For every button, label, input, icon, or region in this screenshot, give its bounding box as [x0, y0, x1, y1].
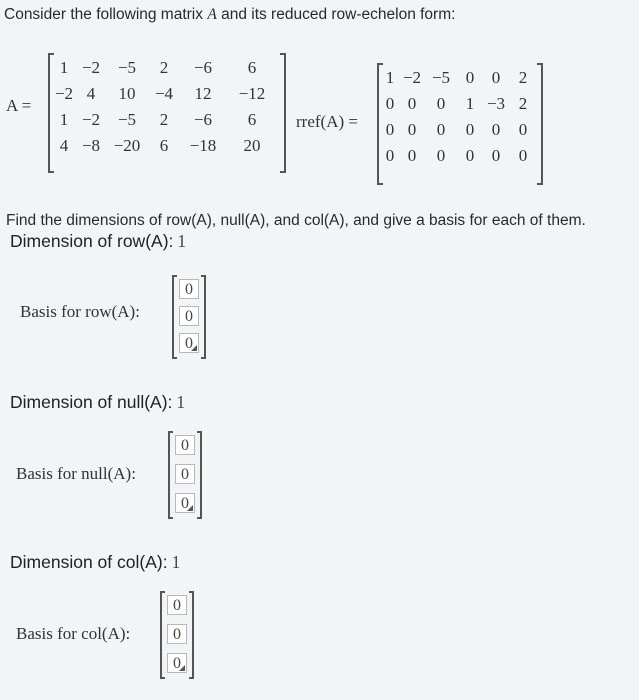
- null-basis-entry-1[interactable]: 0: [175, 435, 195, 455]
- matrix-a-entry: 10: [118, 84, 136, 103]
- col-basis-entry-2[interactable]: 0: [167, 624, 187, 644]
- matrix-rref-entry: 0: [385, 120, 395, 139]
- matrix-rref-entry: 0: [518, 146, 528, 165]
- matrix-a-entry: 6: [247, 110, 257, 129]
- matrix-rref-entry: 0: [465, 146, 475, 165]
- matrix-a-entry: 4: [59, 136, 69, 155]
- matrix-a-entry: 2: [159, 110, 169, 129]
- matrix-a-entry: 6: [247, 58, 257, 77]
- null-basis-label: Basis for null(A):: [16, 464, 136, 483]
- row-basis-entry-2[interactable]: 0: [179, 306, 199, 326]
- col-dimension-answer[interactable]: 1: [171, 552, 181, 572]
- matrix-rref-entry: 0: [385, 146, 395, 165]
- problem-prompt: [4, 6, 455, 24]
- null-basis-entry-3[interactable]: 0: [175, 493, 195, 513]
- col-basis-label: Basis for col(A):: [16, 624, 131, 643]
- matrix-a-entry: −18: [189, 136, 217, 155]
- matrix-rref-entry: 0: [518, 120, 528, 139]
- matrix-a-entry: −20: [113, 136, 141, 155]
- matrix-rref-entry: 0: [436, 146, 446, 165]
- matrix-a-entry: 12: [194, 84, 212, 103]
- col-dimension: [10, 552, 180, 573]
- matrix-rref-entry: 0: [465, 120, 475, 139]
- matrix-rref-entry: −2: [402, 68, 422, 87]
- col-basis-entry-1[interactable]: 0: [167, 595, 187, 615]
- row-dimension-label: Dimension of row(A):: [10, 231, 174, 251]
- matrix-rref-entry: 0: [385, 94, 395, 113]
- matrix-a-entry: −5: [117, 110, 137, 129]
- matrix-rref-entry: 0: [436, 94, 446, 113]
- matrix-rref-entry: 0: [491, 146, 501, 165]
- row-dimension: [10, 231, 186, 252]
- matrix-a-entry: −12: [238, 84, 266, 103]
- matrix-a-entry: −2: [81, 58, 101, 77]
- matrix-rref-entry: 2: [518, 68, 528, 87]
- matrix-a-entry: −2: [81, 110, 101, 129]
- matrix-rref-entry: 0: [407, 94, 417, 113]
- row-basis-entry-1[interactable]: 0: [179, 279, 199, 299]
- row-dimension-answer[interactable]: 1: [177, 231, 187, 251]
- prompt-text: Consider the following matrix: [4, 6, 208, 23]
- col-dimension-label: Dimension of col(A):: [10, 552, 168, 572]
- matrix-rref-entry: 0: [407, 146, 417, 165]
- null-dimension: [10, 392, 185, 413]
- matrix-a-entry: −6: [193, 110, 213, 129]
- matrix-a-entry: 1: [59, 110, 69, 129]
- col-basis-entry-3[interactable]: 0: [167, 653, 187, 673]
- matrix-a-entry: 2: [159, 58, 169, 77]
- matrix-rref-entry: 1: [465, 94, 475, 113]
- null-dimension-answer[interactable]: 1: [176, 392, 186, 412]
- matrix-a: [48, 54, 286, 172]
- null-dimension-label: Dimension of null(A):: [10, 392, 173, 412]
- matrix-rref-entry: −5: [431, 68, 451, 87]
- null-basis-entry-2[interactable]: 0: [175, 464, 195, 484]
- matrix-rref-entry: 0: [465, 68, 475, 87]
- matrix-rref: [377, 64, 543, 184]
- matrix-a-entry: 20: [243, 136, 261, 155]
- matrix-a-entry: 4: [86, 84, 96, 103]
- matrix-a-entry: −8: [81, 136, 101, 155]
- matrix-rref-entry: 2: [518, 94, 528, 113]
- matrix-a-entry: −2: [54, 84, 74, 103]
- matrix-a-entry: −4: [154, 84, 174, 103]
- matrix-a-entry: −6: [193, 58, 213, 77]
- matrix-rref-entry: 0: [491, 68, 501, 87]
- col-basis-vector: [160, 592, 194, 678]
- rref-label: rref(A) =: [296, 112, 358, 131]
- matrix-rref-entry: −3: [486, 94, 506, 113]
- row-basis-vector: [172, 276, 206, 358]
- matrix-rref-entry: 0: [407, 120, 417, 139]
- matrix-a-entry: 6: [159, 136, 169, 155]
- prompt-variable: A: [207, 6, 217, 23]
- matrix-a-label: A =: [6, 96, 32, 115]
- question-text: Find the dimensions of row(A), null(A), and col(A), and give a basis for each of them.: [6, 212, 586, 229]
- matrix-a-entry: 1: [59, 58, 69, 77]
- matrix-rref-entry: 1: [385, 68, 395, 87]
- row-basis-entry-3[interactable]: 0: [179, 333, 199, 353]
- matrix-rref-entry: 0: [491, 120, 501, 139]
- matrix-rref-entry: 0: [436, 120, 446, 139]
- row-basis-label: Basis for row(A):: [20, 302, 140, 321]
- matrix-a-entry: −5: [117, 58, 137, 77]
- null-basis-vector: [168, 432, 202, 518]
- prompt-text-end: and its reduced row-echelon form:: [216, 6, 456, 23]
